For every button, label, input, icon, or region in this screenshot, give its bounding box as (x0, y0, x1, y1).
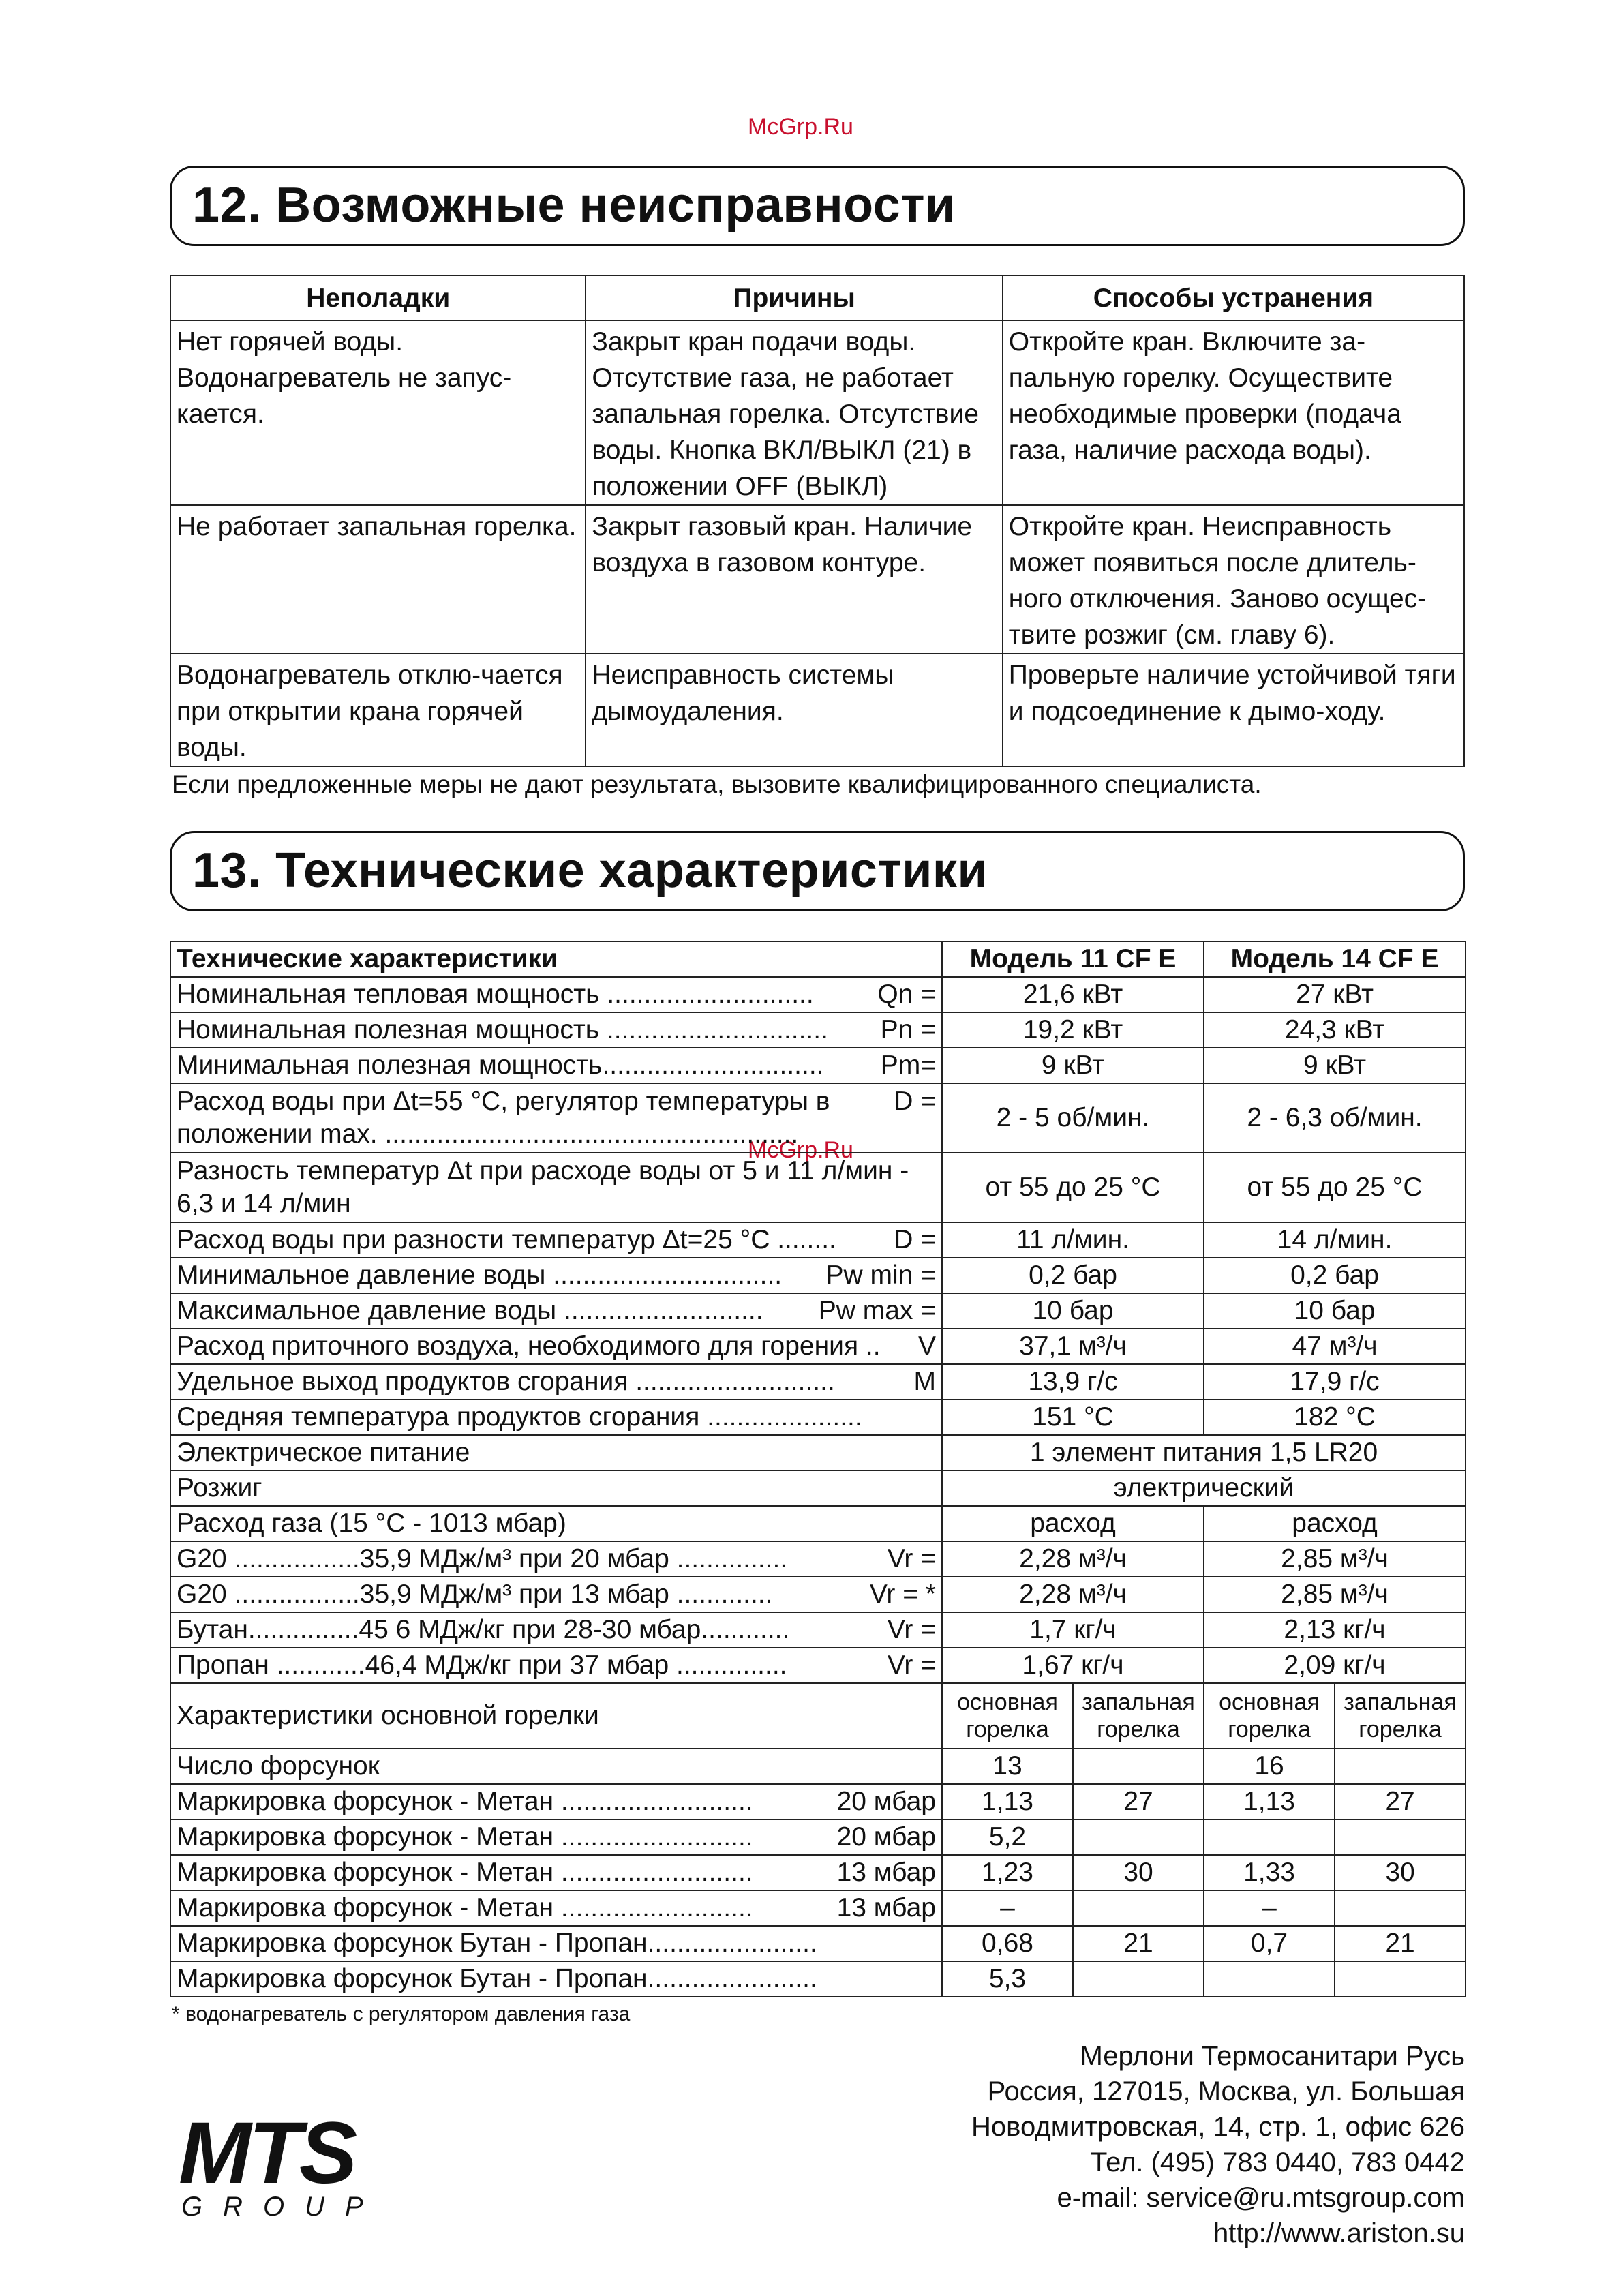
spec-symbol: Pw min = (825, 1260, 936, 1290)
burner-value-b2: 21 (1335, 1926, 1466, 1961)
burner-value-b2 (1335, 1890, 1466, 1926)
gas-value-model-11: 1,67 кг/ч (942, 1648, 1204, 1683)
spec-symbol: 13 мбар (836, 1858, 936, 1887)
spec-label-cell (170, 1819, 942, 1855)
contact-website[interactable]: http://www.ariston.su (1213, 2218, 1465, 2248)
spec-value-model-14: 10 бар (1204, 1293, 1466, 1329)
ignition-value: электрический (942, 1470, 1466, 1506)
burner-value-b1: 0,7 (1204, 1926, 1335, 1961)
burner-value-a2: 27 (1073, 1784, 1204, 1819)
spec-label: Номинальная тепловая мощность ............................ (177, 980, 814, 1009)
burner-pilot-b: запальная горелка (1335, 1683, 1466, 1749)
burner-row (170, 1890, 1466, 1926)
spec-label-cell (170, 1961, 942, 1997)
burner-value-a1: 0,68 (942, 1926, 1073, 1961)
burner-value-b1 (1204, 1819, 1335, 1855)
spec-label-cell (170, 977, 942, 1012)
spec-label-cell (170, 1293, 942, 1329)
faults-row (170, 320, 1464, 505)
spec-value-model-11: 9 кВт (942, 1048, 1204, 1083)
spec-symbol: Qn = (877, 980, 936, 1009)
ignition-row (170, 1470, 1466, 1506)
spec-label: Минимальная полезная мощность.............................. (177, 1051, 824, 1080)
spec-symbol: Vr = (887, 1650, 936, 1680)
spec-value-model-14: 14 л/мин. (1204, 1222, 1466, 1258)
faults-cell: Закрыт газовый кран. Наличие воздуха в газовом контуре. (586, 505, 1002, 654)
burner-row (170, 1819, 1466, 1855)
gas-value-model-11: 1,7 кг/ч (942, 1612, 1204, 1648)
burner-main-a: основная горелка (942, 1683, 1073, 1749)
spec-label-cell (170, 1577, 942, 1612)
spec-row (170, 1258, 1466, 1293)
spec-label: Маркировка форсунок - Метан .......................... (177, 1822, 753, 1852)
gas-row (170, 1648, 1466, 1683)
spec-value-model-11: 0,2 бар (942, 1258, 1204, 1293)
watermark: McGrp.Ru (748, 114, 853, 140)
spec-value-model-14: 2 - 6,3 об/мин. (1204, 1083, 1466, 1153)
spec-value-model-14: 0,2 бар (1204, 1258, 1466, 1293)
faults-cell: Неисправность системы дымоудаления. (586, 654, 1002, 766)
specs-table (170, 941, 1466, 1997)
spec-label-cell (170, 1222, 942, 1258)
burner-value-a1: – (942, 1890, 1073, 1926)
faults-header-problem: Неполадки (170, 275, 586, 320)
logo-brand: MTS (179, 2106, 355, 2202)
burner-value-b1: 16 (1204, 1749, 1335, 1784)
burner-value-a2 (1073, 1890, 1204, 1926)
contact-address-2: Новодмитровская, 14, стр. 1, офис 626 (971, 2112, 1465, 2142)
spec-label: G20 .................35,9 МДж/м³ при 20 мбар ............... (177, 1544, 788, 1573)
power-row (170, 1435, 1466, 1470)
spec-value-model-11: 37,1 м³/ч (942, 1329, 1204, 1364)
faults-cell: Откройте кран. Неисправность может появиться после длитель-ного отключения. Заново осущес-твите розжиг (см. главу 6). (1003, 505, 1464, 654)
spec-label-cell (170, 1648, 942, 1683)
gas-value-model-14: 2,85 м³/ч (1204, 1541, 1466, 1577)
spec-label: Маркировка форсунок - Метан .......................... (177, 1858, 753, 1887)
watermark-mid: McGrp.Ru (748, 1137, 853, 1163)
spec-value-model-11: 10 бар (942, 1293, 1204, 1329)
faults-cell: Откройте кран. Включите за-пальную горелку. Осуществите необходимые проверки (подача газа, наличие расхода воды). (1003, 320, 1464, 505)
spec-row (170, 1364, 1466, 1400)
spec-value-model-11: 11 л/мин. (942, 1222, 1204, 1258)
gas-header-a: расход (942, 1506, 1204, 1541)
spec-label: Разность температур Δt при расходе воды от 5 и 11 л/мин - 6,3 и 14 л/мин (177, 1156, 909, 1218)
spec-value-model-11: 13,9 г/с (942, 1364, 1204, 1400)
section-12-heading (170, 166, 1465, 246)
spec-label: Расход воды при разности температур Δt=25 °C ........ (177, 1225, 836, 1254)
spec-label-cell (170, 1749, 942, 1784)
spec-label: Число форсунок (177, 1751, 380, 1781)
spec-symbol: Pw max = (818, 1296, 936, 1325)
spec-symbol: 20 мбар (836, 1787, 936, 1816)
spec-value-model-14: 17,9 г/с (1204, 1364, 1466, 1400)
gas-row (170, 1541, 1466, 1577)
spec-row (170, 1083, 1466, 1153)
gas-row (170, 1577, 1466, 1612)
spec-label-cell (170, 1329, 942, 1364)
section-12-title: 12. Возможные неисправности (192, 178, 956, 232)
specs-header-model-11: Модель 11 CF E (942, 941, 1204, 977)
burner-value-a1: 5,3 (942, 1961, 1073, 1997)
spec-symbol: M (913, 1367, 936, 1396)
spec-label-cell (170, 1612, 942, 1648)
gas-value-model-14: 2,09 кг/ч (1204, 1648, 1466, 1683)
spec-label: Номинальная полезная мощность .............................. (177, 1015, 828, 1044)
spec-symbol: Vr = (887, 1615, 936, 1644)
spec-symbol: Vr = * (869, 1580, 936, 1609)
burner-value-b1: 1,33 (1204, 1855, 1335, 1890)
gas-value-model-14: 2,85 м³/ч (1204, 1577, 1466, 1612)
faults-cell: Не работает запальная горелка. (170, 505, 586, 654)
faults-row (170, 654, 1464, 766)
specs-header-model-14: Модель 14 CF E (1204, 941, 1466, 977)
spec-value-model-11: 19,2 кВт (942, 1012, 1204, 1048)
specs-header-label: Технические характеристики (170, 941, 942, 977)
contact-company: Мерлони Термосанитари Русь (1080, 2041, 1465, 2071)
spec-symbol: 13 мбар (836, 1893, 936, 1922)
gas-header-b: расход (1204, 1506, 1466, 1541)
spec-label-cell (170, 1083, 942, 1153)
burner-main-b: основная горелка (1204, 1683, 1335, 1749)
burner-value-b1: 1,13 (1204, 1784, 1335, 1819)
spec-value-model-14: 27 кВт (1204, 977, 1466, 1012)
spec-label-cell (170, 1048, 942, 1083)
spec-value-model-14: 9 кВт (1204, 1048, 1466, 1083)
spec-symbol: Pn = (880, 1015, 936, 1044)
contact-email[interactable]: e-mail: service@ru.mtsgroup.com (1057, 2183, 1465, 2213)
spec-label: Маркировка форсунок - Метан .......................... (177, 1893, 753, 1922)
section-13-heading (170, 831, 1465, 911)
faults-cell: Закрыт кран подачи воды. Отсутствие газа, не работает запальная горелка. Отсутствие воды. Кнопка ВКЛ/ВЫКЛ (21) в положении OFF (ВЫКЛ) (586, 320, 1002, 505)
burner-pilot-a: запальная горелка (1073, 1683, 1204, 1749)
burner-row (170, 1855, 1466, 1890)
burner-value-a1: 1,23 (942, 1855, 1073, 1890)
burner-row (170, 1749, 1466, 1784)
spec-row (170, 1293, 1466, 1329)
spec-label: Пропан ............46,4 МДж/кг при 37 мбар ............... (177, 1650, 787, 1680)
faults-table (170, 275, 1465, 767)
spec-label: Маркировка форсунок Бутан - Пропан....................... (177, 1929, 817, 1958)
spec-value-model-14: 182 °C (1204, 1400, 1466, 1435)
faults-cell: Водонагреватель отклю-чается при открытии крана горячей воды. (170, 654, 586, 766)
spec-value-model-11: 21,6 кВт (942, 977, 1204, 1012)
spec-label: Расход воды при Δt=55 °C, регулятор температуры в положении max. ........................................................ (177, 1087, 830, 1149)
spec-label-cell (170, 1855, 942, 1890)
gas-value-model-11: 2,28 м³/ч (942, 1577, 1204, 1612)
spec-value-model-14: 24,3 кВт (1204, 1012, 1466, 1048)
burner-value-b2: 27 (1335, 1784, 1466, 1819)
specs-header-row (170, 941, 1466, 977)
spec-value-model-14: от 55 до 25 °C (1204, 1153, 1466, 1222)
spec-row (170, 1329, 1466, 1364)
burner-row (170, 1926, 1466, 1961)
burner-row (170, 1784, 1466, 1819)
spec-label: Минимальное давление воды ............................... (177, 1260, 783, 1290)
burner-value-a1: 5,2 (942, 1819, 1073, 1855)
gas-value-model-11: 2,28 м³/ч (942, 1541, 1204, 1577)
spec-symbol: V (917, 1331, 936, 1361)
burner-value-a2: 30 (1073, 1855, 1204, 1890)
spec-row (170, 1222, 1466, 1258)
burner-row (170, 1961, 1466, 1997)
specs-footnote: * водонагреватель с регулятором давления газа (172, 2003, 631, 2025)
spec-label: Удельное выход продуктов сгорания ........................... (177, 1367, 835, 1396)
spec-label: Максимальное давление воды ........................... (177, 1296, 763, 1325)
faults-cell: Проверьте наличие устойчивой тяги и подсоединение к дымо-ходу. (1003, 654, 1464, 766)
spec-label-cell (170, 1890, 942, 1926)
burner-value-b2: 30 (1335, 1855, 1466, 1890)
mts-group-logo (176, 2106, 394, 2222)
gas-value-model-14: 2,13 кг/ч (1204, 1612, 1466, 1648)
spec-symbol: D = (894, 1087, 936, 1116)
spec-value-model-11: 151 °C (942, 1400, 1204, 1435)
gas-header-row (170, 1506, 1466, 1541)
spec-label-cell (170, 1541, 942, 1577)
spec-label: Расход приточного воздуха, необходимого для горения .. (177, 1331, 881, 1361)
burner-header-row (170, 1683, 1466, 1749)
burner-value-a1: 13 (942, 1749, 1073, 1784)
spec-value-model-11: 2 - 5 об/мин. (942, 1083, 1204, 1153)
spec-row (170, 1048, 1466, 1083)
spec-label: Средняя температура продуктов сгорания ..................... (177, 1402, 862, 1432)
burner-value-b2 (1335, 1961, 1466, 1997)
spec-label: Бутан...............45 6 МДж/кг при 28-30 мбар............ (177, 1615, 790, 1644)
spec-row (170, 1012, 1466, 1048)
burner-value-b2 (1335, 1819, 1466, 1855)
faults-header-row (170, 275, 1464, 320)
burner-header-label: Характеристики основной горелки (170, 1683, 942, 1749)
burner-value-b2 (1335, 1749, 1466, 1784)
burner-value-a2: 21 (1073, 1926, 1204, 1961)
spec-label-cell (170, 1153, 942, 1222)
spec-label: Маркировка форсунок Бутан - Пропан....................... (177, 1964, 817, 1993)
section-13-title: 13. Технические характеристики (192, 843, 988, 898)
spec-row (170, 977, 1466, 1012)
spec-symbol: Pm= (880, 1051, 936, 1080)
burner-value-a1: 1,13 (942, 1784, 1073, 1819)
spec-label: G20 .................35,9 МДж/м³ при 13 мбар ............. (177, 1580, 773, 1609)
burner-value-b1: – (1204, 1890, 1335, 1926)
spec-symbol: Vr = (887, 1544, 936, 1573)
ignition-label: Розжиг (170, 1470, 942, 1506)
burner-value-a2 (1073, 1961, 1204, 1997)
contact-phone: Тел. (495) 783 0440, 783 0442 (1090, 2147, 1465, 2177)
spec-value-model-11: от 55 до 25 °C (942, 1153, 1204, 1222)
spec-symbol: 20 мбар (836, 1822, 936, 1852)
contact-block (971, 2038, 1465, 2251)
spec-label-cell (170, 1258, 942, 1293)
faults-header-cause: Причины (586, 275, 1002, 320)
spec-row (170, 1153, 1466, 1222)
spec-row (170, 1400, 1466, 1435)
spec-value-model-14: 47 м³/ч (1204, 1329, 1466, 1364)
burner-value-a2 (1073, 1749, 1204, 1784)
spec-symbol: D = (894, 1225, 936, 1254)
spec-label-cell (170, 1012, 942, 1048)
burner-value-a2 (1073, 1819, 1204, 1855)
burner-value-b1 (1204, 1961, 1335, 1997)
faults-row (170, 505, 1464, 654)
faults-header-remedy: Способы устранения (1003, 275, 1464, 320)
spec-label-cell (170, 1400, 942, 1435)
spec-label-cell (170, 1926, 942, 1961)
faults-note: Если предложенные меры не дают результата, вызовите квалифицированного специалиста. (172, 770, 1262, 798)
gas-header-label: Расход газа (15 °C - 1013 мбар) (170, 1506, 942, 1541)
power-value: 1 элемент питания 1,5 LR20 (942, 1435, 1466, 1470)
spec-label-cell (170, 1364, 942, 1400)
spec-label-cell (170, 1784, 942, 1819)
power-label: Электрическое питание (170, 1435, 942, 1470)
logo-sub: GROUP (181, 2192, 384, 2222)
spec-label: Маркировка форсунок - Метан .......................... (177, 1787, 753, 1816)
gas-row (170, 1612, 1466, 1648)
faults-cell: Нет горячей воды. Водонагреватель не запус-кается. (170, 320, 586, 505)
contact-address-1: Россия, 127015, Москва, ул. Большая (987, 2076, 1465, 2106)
